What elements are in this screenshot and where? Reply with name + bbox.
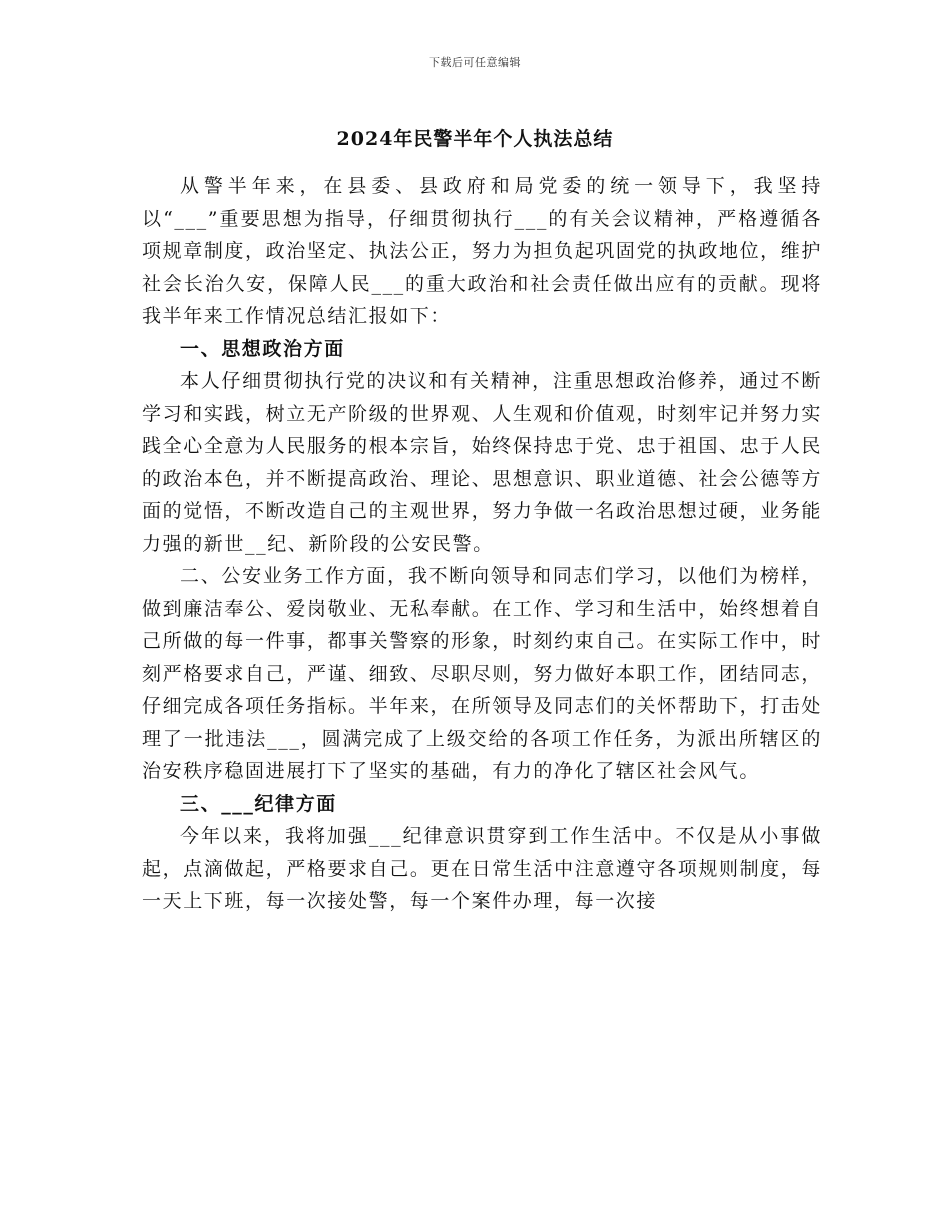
ideology-paragraph: 本人仔细贯彻执行党的决议和有关精神，注重思想政治修养，通过不断学习和实践，树立无产阶级的世界观、人生观和价值观，时刻牢记并努力实践全心全意为人民服务的根本宗旨，始终保持忠于党、忠于祖国、忠于人民的政治本色，并不断提高政治、理论、思想意识、职业道德、社会公德等方面的觉悟，不断改造自己的主观世界，努力争做一名政治思想过硬，业务能力强的新世__纪、新阶段的公安民警。 <box>142 370 822 555</box>
document-title: 2024年民警半年个人执法总结 <box>336 128 614 150</box>
header-note: 下载后可任意编辑 <box>429 56 521 69</box>
section-heading-discipline: 三、___纪律方面 <box>180 792 337 815</box>
document-body <box>142 170 822 918</box>
business-paragraph: 二、公安业务工作方面，我不断向领导和同志们学习，以他们为榜样，做到廉洁奉公、爱岗敬业、无私奉献。在工作、学习和生活中，始终想着自己所做的每一件事，都事关警察的形象，时刻约束自己。在实际工作中，时刻严格要求自己，严谨、细致、尽职尽则，努力做好本职工作，团结同志，仔细完成各项任务指标。半年来，在所领导及同志们的关怀帮助下，打击处理了一批违法___，圆满完成了上级交给的各项工作任务，为派出所辖区的治安秩序稳固进展打下了坚实的基础，有力的净化了辖区社会风气。 <box>142 565 822 782</box>
discipline-paragraph: 今年以来，我将加强___纪律意识贯穿到工作生活中。不仅是从小事做起，点滴做起，严格要求自己。更在日常生活中注意遵守各项规则制度，每一天上下班，每一次接处警，每一个案件办理，每一次接 <box>142 825 822 912</box>
intro-paragraph: 从警半年来，在县委、县政府和局党委的统一领导下，我坚持以“___”重要思想为指导，仔细贯彻执行___的有关会议精神，严格遵循各项规章制度，政治坚定、执法公正，努力为担负起巩固党的执政地位，维护社会长治久安，保障人民___的重大政治和社会责任做出应有的贡献。现将我半年来工作情况总结汇报如下： <box>142 175 822 327</box>
section-heading-ideology: 一、思想政治方面 <box>180 337 345 360</box>
